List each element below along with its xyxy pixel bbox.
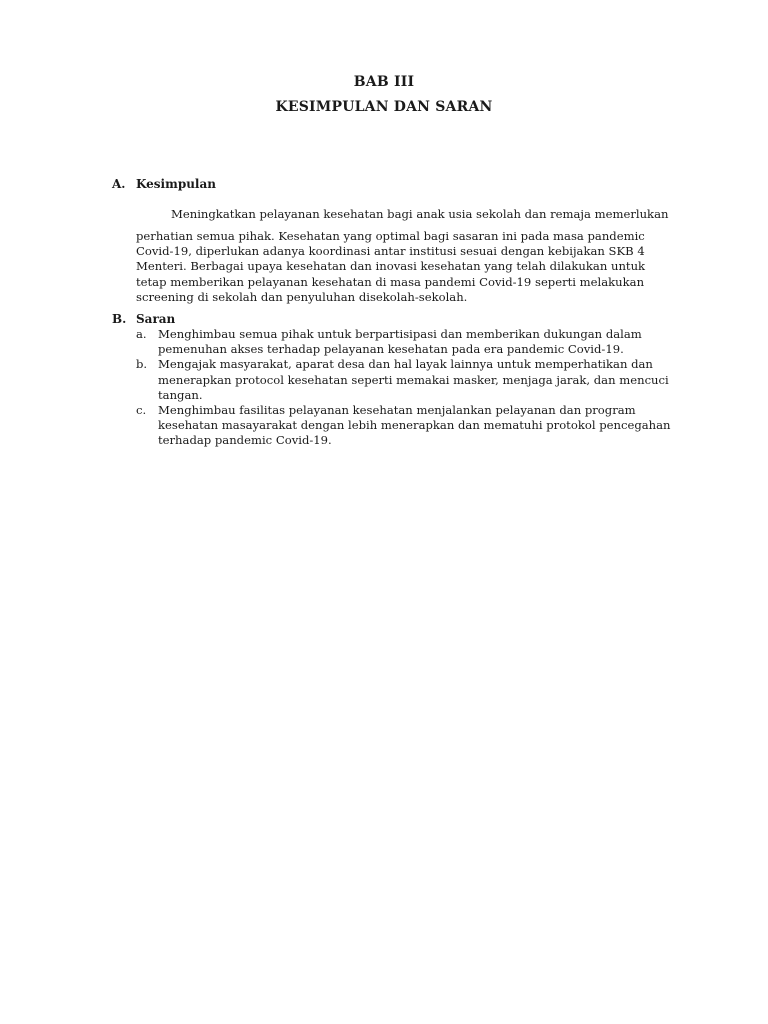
- chapter-number: BAB III: [353, 74, 415, 90]
- section-marker: A.: [112, 177, 126, 191]
- list-marker: b.: [136, 357, 148, 372]
- list-marker: c.: [136, 403, 147, 418]
- list-item-line: terhadap pandemic Covid-19.: [158, 433, 332, 448]
- list-item-line: Mengajak masyarakat, aparat desa dan hal layak lainnya untuk memperhatikan dan: [158, 357, 653, 372]
- section-heading-saran: [112, 312, 175, 326]
- list-item-line: pemenuhan akses terhadap pelayanan kesehatan pada era pandemic Covid-19.: [158, 342, 624, 357]
- paragraph-line: screening di sekolah dan penyuluhan disekolah-sekolah.: [136, 289, 468, 304]
- section-title: Saran: [136, 312, 176, 326]
- paragraph-line: Covid-19, diperlukan adanya koordinasi antar institusi sesuai dengan kebijakan SKB 4: [136, 244, 645, 259]
- list-item-line: menerapkan protocol kesehatan seperti memakai masker, menjaga jarak, dan mencuci: [158, 372, 669, 387]
- list-marker: a.: [136, 327, 147, 341]
- list-item-line: tangan.: [158, 387, 203, 402]
- list-item: [136, 357, 686, 403]
- paragraph-first-line: Meningkatkan pelayanan kesehatan bagi anak usia sekolah dan remaja memerlukan: [171, 207, 669, 221]
- list-item: [136, 327, 686, 357]
- saran-list: [136, 327, 686, 449]
- section-marker: B.: [112, 312, 127, 326]
- paragraph-line: tetap memberikan pelayanan kesehatan di masa pandemi Covid-19 seperti melakukan: [136, 274, 645, 289]
- chapter-title: KESIMPULAN DAN SARAN: [275, 99, 493, 115]
- paragraph-line: perhatian semua pihak. Kesehatan yang optimal bagi sasaran ini pada masa pandemic: [136, 229, 645, 243]
- section-heading-kesimpulan: [112, 177, 216, 191]
- list-item-line: Menghimbau semua pihak untuk berpartisipasi dan memberikan dukungan dalam: [158, 327, 642, 341]
- paragraph-line: Menteri. Berbagai upaya kesehatan dan inovasi kesehatan yang telah dilakukan untuk: [136, 259, 646, 274]
- list-item-line: Menghimbau fasilitas pelayanan kesehatan menjalankan pelayanan dan program: [158, 403, 636, 418]
- section-title: Kesimpulan: [136, 177, 216, 191]
- list-item: [136, 403, 686, 449]
- kesimpulan-paragraph: [136, 229, 681, 305]
- list-item-line: kesehatan masayarakat dengan lebih menerapkan dan mematuhi protokol pencegahan: [158, 418, 671, 433]
